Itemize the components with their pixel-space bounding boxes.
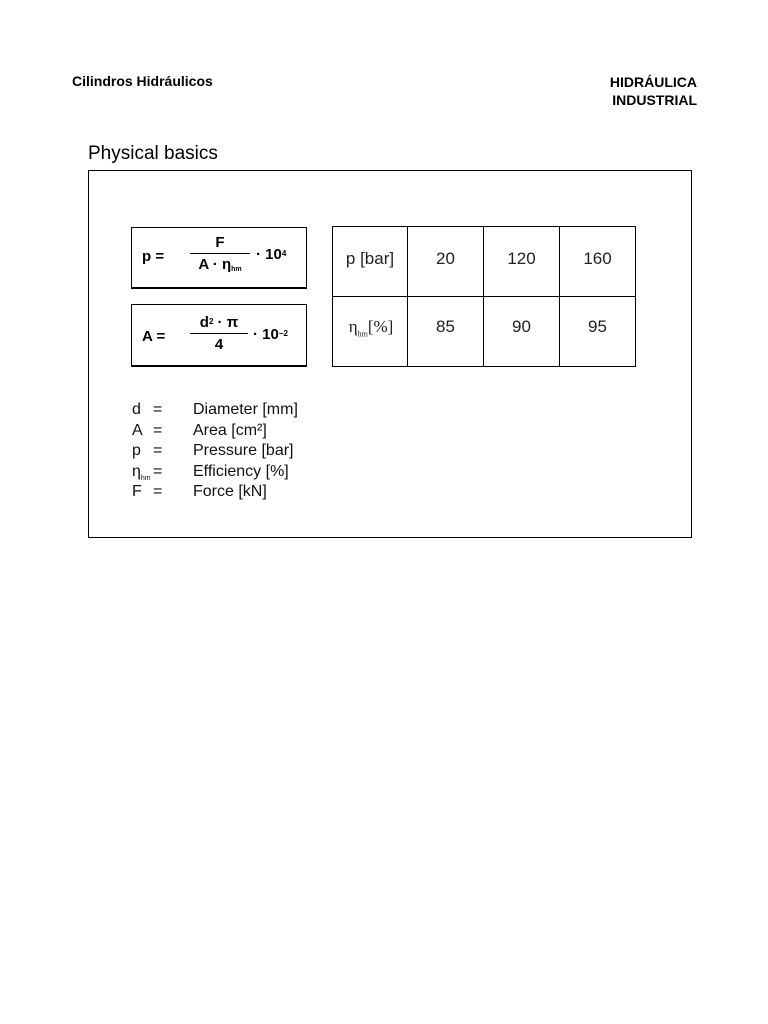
legend-equals: = [153, 421, 163, 439]
area-formula-lhs: A = [142, 328, 166, 345]
pressure-formula-fraction [190, 234, 250, 273]
label-symbol: η [348, 317, 358, 336]
legend-symbol: A [132, 421, 143, 439]
table-cell: 95 [560, 297, 636, 367]
legend-equals: = [153, 442, 163, 459]
multiplier-exponent: −2 [278, 329, 288, 338]
section-title: Physical basics [88, 143, 218, 164]
area-formula-numerator [190, 314, 248, 331]
table-row-label: p [bar] [333, 227, 408, 297]
label-subscript: hm [357, 329, 368, 339]
pressure-formula-lhs: p = [142, 248, 165, 265]
table-row-label [333, 297, 408, 367]
legend-description: Efficiency [%] [193, 462, 289, 480]
legend-equals: = [153, 483, 163, 500]
pressure-formula-numerator: F [215, 234, 225, 251]
legend-equals: = [153, 462, 163, 480]
multiplier-exponent: 4 [281, 249, 287, 258]
document-title: Cilindros Hidráulicos [72, 73, 213, 89]
area-formula-fraction [190, 314, 248, 353]
symbol-text: η [132, 462, 141, 480]
denominator-text: A · η [198, 256, 232, 273]
multiplier-text: · 10 [253, 326, 279, 343]
table-row [333, 297, 636, 367]
legend-symbol: p [132, 442, 141, 459]
table-cell: 20 [408, 227, 484, 297]
numerator-exponent: 2 [208, 317, 214, 326]
table-cell: 90 [484, 297, 560, 367]
numerator-text: d [199, 314, 209, 331]
legend-description: Force [kN] [193, 483, 267, 500]
efficiency-table [332, 226, 636, 367]
table-cell: 160 [560, 227, 636, 297]
header-line-1: HIDRÁULICA [609, 74, 697, 90]
fraction-bar [190, 253, 250, 254]
area-formula-multiplier [253, 326, 288, 343]
area-formula-box [131, 304, 307, 366]
label-unit: [%] [367, 317, 394, 336]
legend-symbol: F [132, 483, 142, 500]
header-line-2: INDUSTRIAL [612, 92, 697, 108]
numerator-rest: · π [213, 314, 239, 331]
document-header-right [610, 73, 697, 109]
legend-description: Pressure [bar] [193, 442, 294, 459]
table-row [333, 227, 636, 297]
pressure-formula-multiplier [256, 246, 286, 263]
legend-symbol: d [132, 401, 141, 418]
table-cell: 120 [484, 227, 560, 297]
area-formula-denominator: 4 [214, 336, 224, 353]
multiplier-text: · 10 [256, 246, 282, 263]
legend-equals: = [153, 401, 163, 418]
pressure-formula-box [131, 227, 307, 288]
pressure-formula-denominator [190, 256, 250, 273]
fraction-bar [190, 333, 248, 334]
table-cell: 85 [408, 297, 484, 367]
symbol-subscript: hm [140, 474, 151, 482]
legend-description: Diameter [mm] [193, 401, 298, 418]
legend-description: Area [cm²] [193, 421, 267, 439]
denominator-subscript: hm [231, 266, 242, 273]
